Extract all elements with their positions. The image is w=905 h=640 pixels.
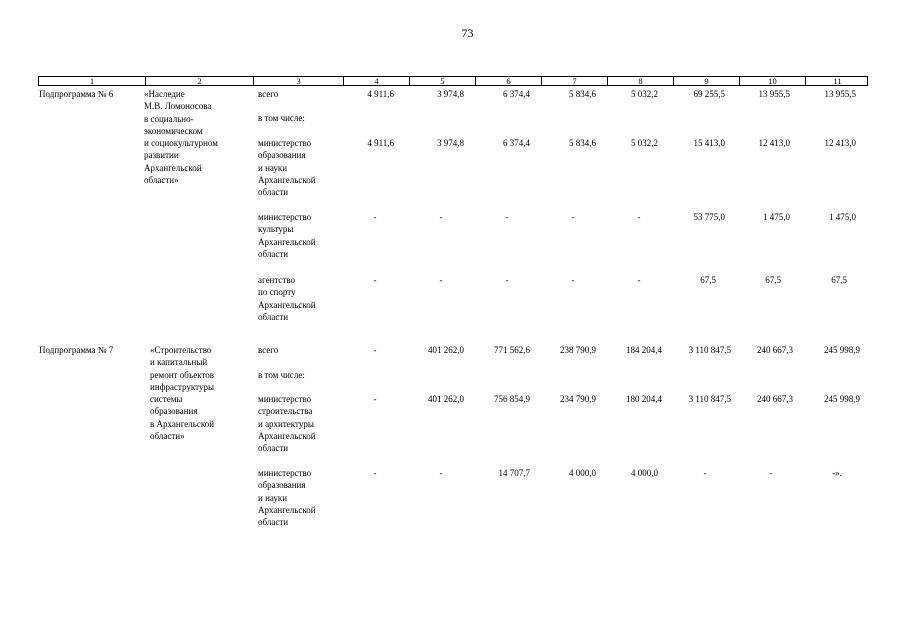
cell-col5: 3 974,8 [437, 89, 464, 99]
cell-col7: 238 790,9 [560, 345, 596, 355]
cell-col9: 3 110 847,5 [688, 345, 731, 355]
cell-col10: 67,5 [765, 275, 781, 285]
cell-col10: 240 667,3 [757, 394, 793, 404]
cell-col11: 1 475,0 [829, 212, 856, 222]
cell-col11: 12 413,0 [824, 138, 856, 148]
cell-col7: 5 834,6 [569, 89, 596, 99]
cell-col11: 245 998,9 [824, 345, 860, 355]
cell-col8: 5 032,2 [631, 89, 658, 99]
cell-col6: - [505, 275, 509, 285]
executor-label: в том числе: [258, 113, 305, 123]
executor-label: агентство по спорту Архангельской области [258, 275, 316, 322]
cell-col8: 184 204,4 [626, 345, 662, 355]
cell-col5: 3 974,8 [437, 138, 464, 148]
header-col-11: 11 [805, 77, 869, 85]
cell-col9: 69 255,5 [693, 89, 725, 99]
cell-col4: - [373, 275, 377, 285]
header-col-1: 1 [89, 76, 95, 86]
cell-col11: -». [832, 468, 842, 478]
cell-col11: 67,5 [831, 275, 847, 285]
cell-col4: 4 911,6 [367, 89, 394, 99]
cell-col6: 6 374,4 [503, 89, 530, 99]
subprogram-7-name: «Строительство и капитальный ремонт объектов инфраструктуры системы образования в Архангельской области» [150, 345, 215, 442]
cell-col7: 4 000,0 [569, 468, 596, 478]
cell-col6: 756 854,9 [494, 394, 530, 404]
cell-col9: 67,5 [700, 275, 716, 285]
cell-col8: 4 000,0 [631, 468, 658, 478]
header-col-8: 8 [607, 77, 673, 85]
cell-col5: 401 262,0 [428, 345, 464, 355]
cell-col11: 245 998,9 [824, 394, 860, 404]
cell-col9: - [703, 468, 707, 478]
cell-col6: 771 562,6 [494, 345, 530, 355]
cell-col11: 13 955,5 [824, 89, 856, 99]
executor-label: министерство образования и науки Архангельской области [258, 468, 316, 528]
executor-label: министерство культуры Архангельской области [258, 212, 316, 259]
cell-col9: 15 413,0 [693, 138, 725, 148]
cell-col7: - [571, 275, 575, 285]
executor-label: всего [258, 89, 279, 99]
cell-col4: - [373, 212, 377, 222]
cell-col8: - [637, 275, 641, 285]
subprogram-7-label: Подпрограмма № 7 [39, 345, 114, 355]
header-col-4: 4 [343, 77, 409, 85]
cell-col10: - [769, 468, 773, 478]
header-col-5: 5 [409, 77, 475, 85]
cell-col9: 53 775,0 [693, 212, 725, 222]
cell-col10: 13 955,5 [758, 89, 790, 99]
cell-col5: - [439, 212, 443, 222]
cell-col4: 4 911,6 [367, 138, 394, 148]
cell-col8: 180 204,4 [626, 394, 662, 404]
executor-label: министерство образования и науки Архангельской области [258, 138, 316, 198]
page-number: 73 [461, 26, 474, 40]
subprogram-6-name: «Наследие М.В. Ломоносова в социально- экономическом и социокультурном развитии Архангельской области» [144, 89, 218, 186]
cell-col4: - [373, 345, 377, 355]
cell-col8: - [637, 212, 641, 222]
cell-col5: - [439, 275, 443, 285]
cell-col5: 401 262,0 [428, 394, 464, 404]
executor-label: в том числе: [258, 370, 305, 380]
subprogram-6-label: Подпрограмма № 6 [39, 89, 114, 99]
executor-label: всего [258, 345, 279, 355]
header-col-7: 7 [541, 77, 607, 85]
cell-col8: 5 032,2 [631, 138, 658, 148]
cell-col6: - [505, 212, 509, 222]
cell-col4: - [373, 394, 377, 404]
cell-col7: 234 790,9 [560, 394, 596, 404]
header-col-10: 10 [739, 77, 805, 85]
header-col-3: 3 [253, 77, 343, 85]
header-col-2: 2 [145, 77, 253, 85]
cell-col9: 3 110 847,5 [688, 394, 731, 404]
cell-col10: 12 413,0 [758, 138, 790, 148]
cell-col7: 5 834,6 [569, 138, 596, 148]
cell-col5: - [439, 468, 443, 478]
executor-label: министерство строительства и архитектуры Архангельской области [258, 394, 316, 454]
header-col-6: 6 [475, 77, 541, 85]
cell-col7: - [571, 212, 575, 222]
cell-col6: 6 374,4 [503, 138, 530, 148]
header-col-9: 9 [673, 77, 739, 85]
cell-col4: - [373, 468, 377, 478]
column-number-header [38, 76, 868, 86]
cell-col10: 240 667,3 [757, 345, 793, 355]
cell-col6: 14 707,7 [498, 468, 530, 478]
cell-col10: 1 475,0 [763, 212, 790, 222]
